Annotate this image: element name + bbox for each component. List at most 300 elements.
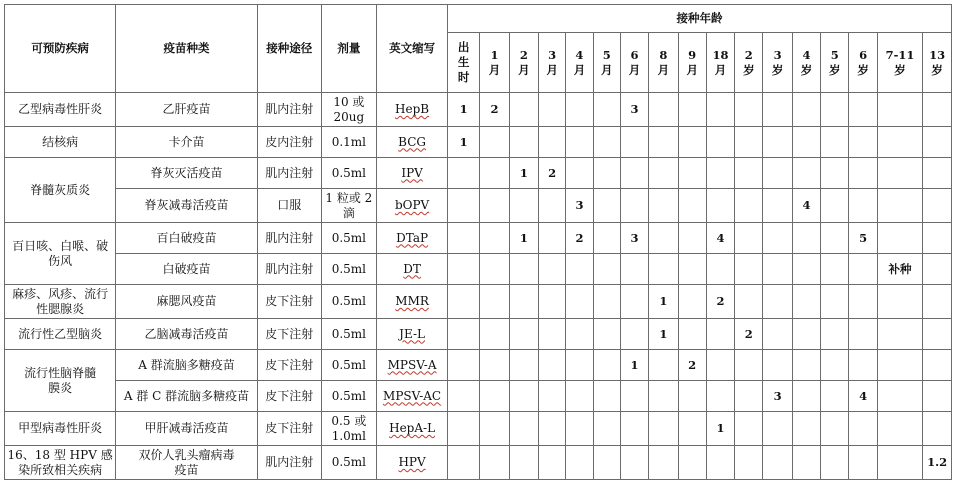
vaccine-name-label: 双价人乳头瘤病毒 疫苗 — [138, 447, 235, 477]
dose-cell — [735, 93, 763, 127]
dose-cell — [821, 381, 849, 412]
dose-cell — [678, 412, 706, 446]
route-label: 皮下注射 — [265, 357, 314, 372]
dose-cell — [821, 412, 849, 446]
dose-cell — [923, 254, 952, 285]
dose-cell — [509, 93, 538, 127]
dose-cell — [792, 189, 820, 223]
dose-cell — [447, 189, 479, 223]
dose-cell — [509, 254, 538, 285]
dose-cell — [849, 446, 877, 480]
dose-cell — [447, 127, 479, 158]
dose-cell — [678, 285, 706, 319]
age-label: 1 月 — [488, 47, 501, 77]
dose-cell — [480, 319, 509, 350]
dosage-cell — [321, 446, 377, 480]
dose-number: 2 — [688, 357, 697, 372]
dose-cell — [509, 189, 538, 223]
dose-cell — [849, 127, 877, 158]
dose-cell — [566, 254, 593, 285]
dosage-label: 0.5ml — [331, 165, 367, 180]
dose-cell — [539, 189, 566, 223]
disease-label: 百日咳、白喉、破 伤风 — [12, 238, 109, 268]
dose-number: 4 — [802, 198, 811, 212]
dose-cell — [849, 93, 877, 127]
dose-cell — [821, 189, 849, 223]
abbr-label: bOPV — [394, 198, 430, 212]
dose-cell — [763, 93, 792, 127]
dose-cell — [706, 223, 734, 254]
dose-cell — [792, 127, 820, 158]
table-row — [5, 446, 952, 480]
age-label: 出 生 时 — [457, 40, 470, 84]
header-ages-title: 接种年龄 — [447, 5, 951, 33]
vaccine-name-cell — [116, 127, 258, 158]
dose-cell — [509, 285, 538, 319]
abbr-label: MPSV-A — [387, 357, 437, 372]
dosage-cell — [321, 412, 377, 446]
dose-number: 2 — [575, 230, 584, 245]
dose-cell — [763, 127, 792, 158]
dosage-label: 1 粒或 2 滴 — [325, 190, 373, 220]
dose-cell — [593, 285, 620, 319]
dose-cell — [566, 319, 593, 350]
abbr-cell — [377, 254, 448, 285]
dose-cell — [678, 189, 706, 223]
dose-cell — [792, 158, 820, 189]
vaccine-name-label: A 群 C 群流脑多糖疫苗 — [123, 388, 250, 403]
dose-number: 2 — [548, 165, 557, 180]
dose-cell — [706, 254, 734, 285]
dosage-cell — [321, 189, 377, 223]
dose-cell — [649, 285, 678, 319]
dose-cell — [593, 127, 620, 158]
route-label: 皮内注射 — [265, 134, 314, 149]
header-age-8 — [678, 33, 706, 93]
route-cell — [257, 446, 321, 480]
vaccine-name-cell — [116, 412, 258, 446]
route-label: 肌内注射 — [265, 261, 314, 276]
dose-cell — [566, 158, 593, 189]
dose-cell — [620, 412, 648, 446]
dose-cell — [735, 158, 763, 189]
dose-cell — [620, 93, 648, 127]
route-cell — [257, 127, 321, 158]
dose-number: 1 — [519, 230, 528, 245]
dose-cell — [792, 285, 820, 319]
dose-cell — [877, 223, 923, 254]
dose-cell — [509, 381, 538, 412]
dose-cell — [849, 285, 877, 319]
dose-cell — [763, 158, 792, 189]
dose-number: 1 — [659, 294, 668, 308]
dose-cell — [678, 381, 706, 412]
dosage-label: 0.5ml — [331, 455, 367, 469]
header-abbr: 英文缩写 — [377, 5, 448, 93]
dose-cell — [509, 158, 538, 189]
table-row — [5, 189, 952, 223]
vaccine-name-label: 脊灰灭活疫苗 — [150, 165, 223, 180]
abbr-label: IPV — [401, 165, 423, 180]
dose-number: 1 — [716, 421, 725, 435]
disease-cell — [5, 319, 116, 350]
header-age-9 — [706, 33, 734, 93]
abbr-label: HepB — [395, 102, 430, 116]
dose-cell — [877, 446, 923, 480]
header-age-1 — [480, 33, 509, 93]
dose-cell — [447, 254, 479, 285]
dose-cell — [649, 93, 678, 127]
route-cell — [257, 319, 321, 350]
dose-cell — [678, 254, 706, 285]
dosage-cell — [321, 93, 377, 127]
age-label: 3 月 — [546, 47, 558, 77]
disease-cell — [5, 350, 116, 412]
dose-cell — [849, 381, 877, 412]
abbr-cell — [377, 446, 448, 480]
abbr-label: BCG — [398, 134, 426, 149]
dose-cell — [593, 254, 620, 285]
disease-cell — [5, 158, 116, 223]
table-row — [5, 158, 952, 189]
age-label: 2 岁 — [743, 47, 755, 77]
dose-cell — [877, 254, 923, 285]
dose-cell — [923, 189, 952, 223]
dosage-label: 0.5ml — [331, 294, 367, 308]
table-row — [5, 93, 952, 127]
dose-cell — [447, 93, 479, 127]
dose-cell — [877, 350, 923, 381]
dose-cell — [447, 158, 479, 189]
dose-cell — [763, 189, 792, 223]
route-cell — [257, 350, 321, 381]
dose-cell — [792, 350, 820, 381]
vaccine-name-cell — [116, 158, 258, 189]
route-cell — [257, 412, 321, 446]
route-label: 口服 — [277, 198, 302, 212]
vaccine-name-cell — [116, 223, 258, 254]
abbr-cell — [377, 285, 448, 319]
header-age-10 — [735, 33, 763, 93]
dose-cell — [480, 254, 509, 285]
disease-label: 16、18 型 HPV 感 染所致相关疾病 — [7, 447, 113, 477]
dose-cell — [509, 412, 538, 446]
dose-cell — [877, 189, 923, 223]
dose-cell — [593, 158, 620, 189]
dose-cell — [539, 127, 566, 158]
route-cell — [257, 223, 321, 254]
dose-cell — [566, 93, 593, 127]
dose-cell — [447, 223, 479, 254]
dose-cell — [447, 319, 479, 350]
dose-cell — [763, 350, 792, 381]
dose-number: 1 — [459, 102, 468, 116]
dose-cell — [763, 446, 792, 480]
dose-cell — [821, 254, 849, 285]
header-age-16 — [923, 33, 952, 93]
abbr-cell — [377, 319, 448, 350]
dose-number: 3 — [773, 388, 782, 403]
dose-cell — [539, 381, 566, 412]
abbr-label: MMR — [395, 294, 429, 308]
dose-cell — [877, 285, 923, 319]
dose-cell — [678, 127, 706, 158]
dose-cell — [539, 319, 566, 350]
dose-number: 2 — [744, 326, 753, 341]
age-label: 2 月 — [518, 47, 530, 77]
dose-cell — [593, 350, 620, 381]
header-age-5 — [593, 33, 620, 93]
dose-cell — [923, 158, 952, 189]
dose-cell — [447, 350, 479, 381]
dose-cell — [480, 446, 509, 480]
dose-cell — [923, 319, 952, 350]
age-label: 18 月 — [712, 47, 729, 77]
dose-cell — [735, 189, 763, 223]
dose-cell — [735, 319, 763, 350]
dose-cell — [877, 127, 923, 158]
dose-cell — [620, 158, 648, 189]
dose-cell — [706, 350, 734, 381]
dose-cell — [566, 350, 593, 381]
abbr-cell — [377, 350, 448, 381]
dose-cell — [620, 223, 648, 254]
disease-label: 结核病 — [42, 134, 79, 149]
header-age-11 — [763, 33, 792, 93]
dose-cell — [706, 189, 734, 223]
dose-cell — [480, 381, 509, 412]
abbr-cell — [377, 223, 448, 254]
dosage-cell — [321, 285, 377, 319]
dose-cell — [792, 446, 820, 480]
dose-cell — [593, 223, 620, 254]
header-age-14 — [849, 33, 877, 93]
vaccine-name-label: 乙肝疫苗 — [162, 102, 211, 116]
vaccine-name-cell — [116, 446, 258, 480]
abbr-cell — [377, 127, 448, 158]
dose-cell — [447, 446, 479, 480]
dose-cell — [923, 412, 952, 446]
dose-cell — [649, 446, 678, 480]
disease-label: 麻疹、风疹、流行 性腮腺炎 — [12, 286, 109, 316]
disease-cell — [5, 446, 116, 480]
age-label: 4 月 — [573, 47, 586, 77]
dose-cell — [649, 412, 678, 446]
dose-cell — [678, 350, 706, 381]
route-cell — [257, 189, 321, 223]
abbr-label: JE-L — [399, 326, 425, 341]
route-label: 肌内注射 — [265, 165, 314, 180]
dose-cell — [706, 319, 734, 350]
dose-cell — [447, 412, 479, 446]
dose-cell — [706, 446, 734, 480]
dose-cell — [792, 93, 820, 127]
header-age-3 — [539, 33, 566, 93]
route-cell — [257, 285, 321, 319]
dose-cell — [877, 158, 923, 189]
dose-cell — [821, 350, 849, 381]
table-row — [5, 319, 952, 350]
disease-label: 甲型病毒性肝炎 — [18, 421, 103, 435]
age-label: 4 岁 — [800, 47, 813, 77]
dose-cell — [593, 319, 620, 350]
dose-cell — [735, 127, 763, 158]
dose-cell — [923, 285, 952, 319]
dose-cell — [821, 446, 849, 480]
vaccine-name-label: 麻腮风疫苗 — [156, 294, 217, 308]
dose-cell — [593, 412, 620, 446]
table-row — [5, 127, 952, 158]
disease-label: 流行性乙型脑炎 — [18, 326, 103, 341]
table-row — [5, 412, 952, 446]
abbr-cell — [377, 189, 448, 223]
dose-cell — [480, 158, 509, 189]
dose-number: 1 — [459, 134, 468, 149]
dose-cell — [480, 93, 509, 127]
dose-number: 补种 — [888, 261, 912, 276]
vaccine-name-cell — [116, 285, 258, 319]
route-label: 皮下注射 — [265, 421, 314, 435]
dosage-label: 0.1ml — [331, 134, 367, 149]
dose-cell — [480, 223, 509, 254]
route-cell — [257, 381, 321, 412]
dose-cell — [649, 381, 678, 412]
abbr-label: DTaP — [396, 230, 429, 245]
age-label: 7-11 岁 — [885, 47, 915, 77]
dose-cell — [821, 319, 849, 350]
dose-cell — [480, 412, 509, 446]
route-label: 肌内注射 — [265, 230, 314, 245]
dose-cell — [877, 319, 923, 350]
dose-cell — [849, 412, 877, 446]
dose-cell — [480, 127, 509, 158]
dose-cell — [678, 223, 706, 254]
disease-label: 流行性脑脊髓 膜炎 — [24, 365, 97, 395]
dose-cell — [539, 412, 566, 446]
dose-cell — [480, 189, 509, 223]
dose-cell — [620, 285, 648, 319]
dose-cell — [649, 254, 678, 285]
table-row — [5, 285, 952, 319]
dose-cell — [539, 285, 566, 319]
dose-cell — [539, 158, 566, 189]
dosage-cell — [321, 319, 377, 350]
dose-cell — [923, 446, 952, 480]
abbr-cell — [377, 381, 448, 412]
disease-cell — [5, 223, 116, 285]
dose-cell — [763, 319, 792, 350]
dose-cell — [706, 158, 734, 189]
abbr-label: HPV — [398, 455, 426, 469]
age-label: 8 月 — [657, 47, 670, 77]
table-row — [5, 381, 952, 412]
dose-cell — [706, 412, 734, 446]
dose-cell — [649, 223, 678, 254]
dose-cell — [821, 93, 849, 127]
vaccine-name-label: A 群流脑多糖疫苗 — [138, 357, 235, 372]
dose-cell — [593, 189, 620, 223]
disease-cell — [5, 93, 116, 127]
dose-cell — [792, 381, 820, 412]
abbr-label: MPSV-AC — [383, 388, 442, 403]
dose-cell — [821, 285, 849, 319]
dose-cell — [821, 127, 849, 158]
header-age-2 — [509, 33, 538, 93]
dosage-cell — [321, 381, 377, 412]
dose-cell — [649, 158, 678, 189]
dose-cell — [763, 285, 792, 319]
table-body — [5, 93, 952, 480]
dose-cell — [923, 381, 952, 412]
age-label: 6 月 — [628, 47, 641, 77]
dose-cell — [792, 412, 820, 446]
dose-cell — [620, 254, 648, 285]
dose-cell — [593, 93, 620, 127]
dose-cell — [620, 350, 648, 381]
header-vaccine: 疫苗种类 — [116, 5, 258, 93]
dose-cell — [649, 127, 678, 158]
vaccine-name-label: 卡介苗 — [168, 134, 205, 149]
dosage-label: 0.5ml — [331, 357, 367, 372]
abbr-cell — [377, 93, 448, 127]
dose-cell — [678, 319, 706, 350]
dose-cell — [566, 189, 593, 223]
dose-cell — [620, 319, 648, 350]
dosage-label: 0.5 或 1.0ml — [331, 413, 367, 443]
dose-cell — [620, 127, 648, 158]
dose-cell — [923, 350, 952, 381]
vaccine-name-label: 白破疫苗 — [162, 261, 211, 276]
dose-number: 1 — [659, 326, 668, 341]
dose-cell — [821, 223, 849, 254]
dose-cell — [539, 350, 566, 381]
dose-cell — [566, 127, 593, 158]
dose-number: 1 — [519, 165, 528, 180]
dose-cell — [763, 223, 792, 254]
header-age-6 — [620, 33, 648, 93]
dose-cell — [539, 446, 566, 480]
age-label: 5 岁 — [829, 47, 841, 77]
age-label: 13 岁 — [929, 47, 946, 77]
disease-cell — [5, 127, 116, 158]
vaccine-name-cell — [116, 350, 258, 381]
disease-cell — [5, 412, 116, 446]
dose-cell — [923, 93, 952, 127]
table-row — [5, 254, 952, 285]
vaccine-name-cell — [116, 319, 258, 350]
dose-cell — [763, 254, 792, 285]
dose-number: 4 — [859, 388, 868, 403]
dose-cell — [678, 446, 706, 480]
dosage-cell — [321, 158, 377, 189]
dose-cell — [678, 93, 706, 127]
vaccine-name-cell — [116, 189, 258, 223]
dose-cell — [620, 189, 648, 223]
header-age-4 — [566, 33, 593, 93]
dose-cell — [566, 285, 593, 319]
dose-cell — [706, 127, 734, 158]
dose-cell — [792, 223, 820, 254]
dose-cell — [593, 381, 620, 412]
dose-cell — [923, 127, 952, 158]
vaccine-schedule-document — [4, 4, 952, 488]
age-label: 3 岁 — [771, 47, 784, 77]
dosage-cell — [321, 223, 377, 254]
dose-cell — [706, 381, 734, 412]
route-label: 肌内注射 — [265, 102, 314, 116]
dose-cell — [735, 223, 763, 254]
dose-number: 1.2 — [927, 455, 948, 469]
